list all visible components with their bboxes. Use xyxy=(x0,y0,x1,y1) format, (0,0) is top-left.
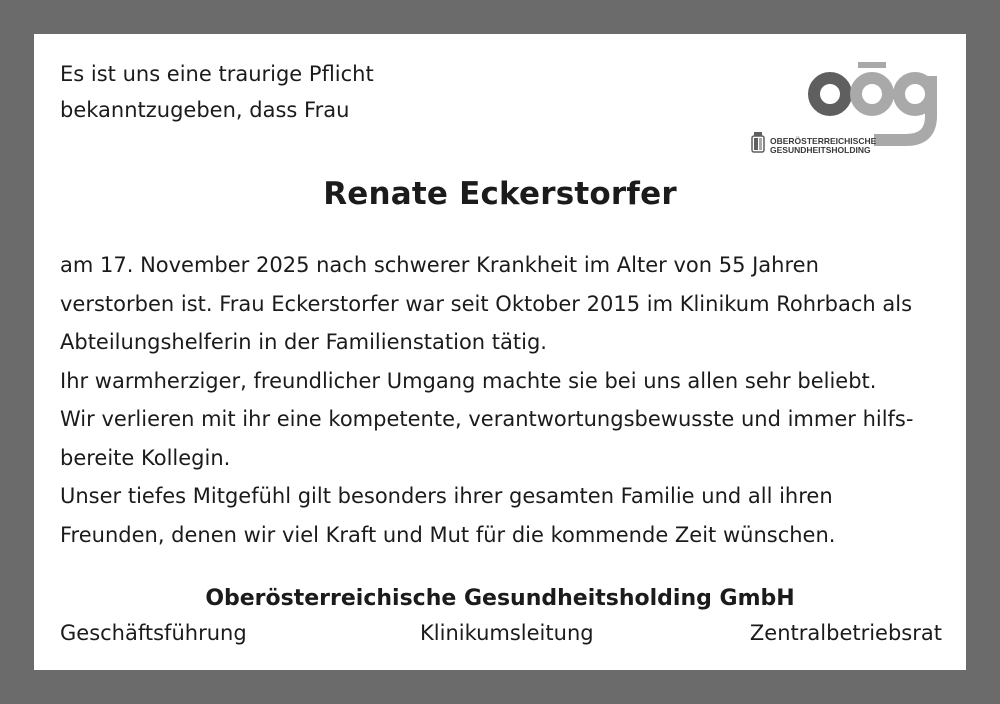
signatories xyxy=(60,621,940,651)
body-line: bereite Kollegin. xyxy=(60,445,231,470)
signatory-clinic-management: Klinikumsleitung xyxy=(420,621,594,645)
intro-line: Es ist uns eine traurige Pflicht xyxy=(60,62,374,86)
coat-of-arms-icon xyxy=(752,132,764,152)
signatory-works-council: Zentralbetriebsrat xyxy=(749,621,942,645)
intro-line: bekanntzugeben, dass Frau xyxy=(60,98,350,122)
deceased-name: Renate Eckerstorfer xyxy=(323,176,677,212)
body-line: Abteilungshelferin in der Familienstation tätig. xyxy=(60,330,547,354)
signatory-management: Geschäftsführung xyxy=(60,621,247,645)
body-line: Freunden, denen wir viel Kraft und Mut für die kommende Zeit wünschen. xyxy=(60,522,836,547)
logo-line-2: GESUNDHEITSHOLDING xyxy=(770,145,871,154)
intro-text xyxy=(60,56,374,128)
obituary-card xyxy=(34,34,966,670)
body-line: verstorben ist. Frau Eckerstorfer war seit Oktober 2015 im Klinikum Rohrbach als xyxy=(60,291,913,316)
obituary-body xyxy=(60,246,913,554)
body-line: Ihr warmherziger, freundlicher Umgang machte sie bei uns allen sehr beliebt. xyxy=(60,368,877,393)
logo-line-1: OBERÖSTERREICHISCHE xyxy=(770,136,877,146)
company-name: Oberösterreichische Gesundheitsholding GmbH xyxy=(205,586,795,611)
body-line: Unser tiefes Mitgefühl gilt besonders ihrer gesamten Familie und all ihren xyxy=(60,484,833,508)
body-line: am 17. November 2025 nach schwerer Krankheit im Alter von 55 Jahren xyxy=(60,253,819,277)
ooeg-logo-graphic xyxy=(750,54,950,154)
body-line: Wir verlieren mit ihr eine kompetente, verantwortungsbewusste und immer hilfs- xyxy=(60,407,914,431)
ooeg-logo xyxy=(750,54,950,154)
